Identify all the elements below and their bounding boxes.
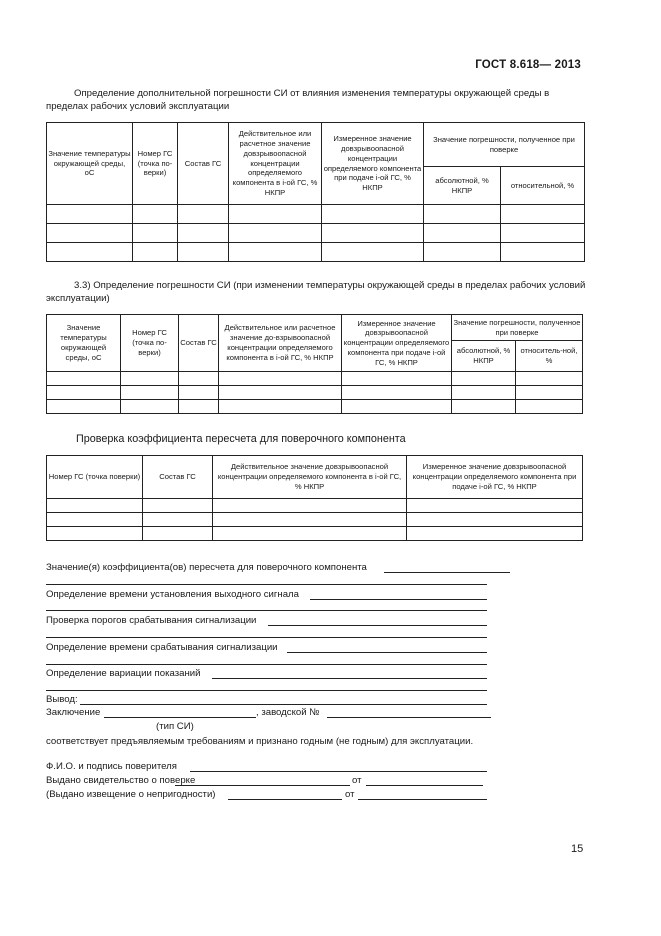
- conclusion-field[interactable]: [80, 704, 487, 705]
- temperature-error-table: [46, 122, 585, 262]
- table-row: [47, 513, 583, 527]
- section-title: 3.3) Определение погрешности СИ (при изменении температуры окружающей среды в пределах рабочих условий эксплуатации): [46, 280, 586, 304]
- blank-line[interactable]: [46, 610, 487, 611]
- si-type-caption: (тип СИ): [156, 721, 194, 732]
- column-header: Действительное или расчетное значение довзрывоопасной концентрации определяемого компонента в i-ой ГС, % НКПР: [229, 123, 322, 205]
- column-header: Номер ГС (точка поверки): [47, 456, 143, 499]
- table-row: [47, 499, 583, 513]
- verifier-label: Ф.И.О. и подпись поверителя: [46, 761, 177, 772]
- column-header: Значение температуры окружающей среды, оС: [47, 315, 121, 372]
- notice-date-field[interactable]: [358, 799, 487, 800]
- alarm-thresholds-field[interactable]: [268, 625, 487, 626]
- column-header: относитель-ной, %: [516, 341, 583, 372]
- table-row: [47, 372, 583, 386]
- column-header: Измеренное значение довзрывоопасной концентрации определяемого компонента при подаче i-ой ГС, % НКПР: [322, 123, 424, 205]
- column-header: Номер ГС (точка по-верки): [133, 123, 178, 205]
- notice-number-field[interactable]: [228, 799, 342, 800]
- page-number: 15: [571, 843, 584, 855]
- certificate-label: Выдано свидетельство о поверке: [46, 775, 196, 786]
- operating-conditions-error-table: [46, 314, 583, 414]
- column-header: Действительное или расчетное значение до-взрывоопасной концентрации определяемого компонента в i-ой ГС, % НКПР: [219, 315, 342, 372]
- column-group-header: Значение погрешности, полученное при поверке: [424, 123, 585, 167]
- column-header: Измеренное значение довзрывоопасной концентрации определяемого компонента при подаче i-ой ГС, % НКПР: [342, 315, 452, 372]
- verifier-field[interactable]: [190, 771, 487, 772]
- column-header: Номер ГС (точка по-верки): [121, 315, 179, 372]
- column-header: Измеренное значение довзрывоопасной концентрации определяемого компонента при подаче i-ой ГС, % НКПР: [407, 456, 583, 499]
- serial-label: , заводской №: [256, 707, 320, 718]
- table-row: [47, 205, 585, 224]
- from-label: от: [345, 789, 355, 800]
- section-title: Проверка коэффициента пересчета для поверочного компонента: [76, 433, 406, 445]
- compliance-statement: соответствует предъявляемым требованиям и признано годным (не годным) для эксплуатации.: [46, 736, 474, 747]
- conversion-coefficient-table: [46, 455, 583, 541]
- table-row: [47, 243, 585, 262]
- verdict-label: Заключение: [46, 707, 101, 718]
- blank-line[interactable]: [46, 664, 487, 665]
- column-group-header: Значение погрешности, полученное при поверке: [452, 315, 583, 341]
- output-time-label: Определение времени установления выходного сигнала: [46, 589, 299, 600]
- certificate-date-field[interactable]: [366, 785, 483, 786]
- standard-header: ГОСТ 8.618— 2013: [475, 59, 581, 71]
- alarm-thresholds-label: Проверка порогов срабатывания сигнализации: [46, 615, 257, 626]
- column-header: абсолютной, % НКПР: [452, 341, 516, 372]
- conclusion-label: Вывод:: [46, 694, 78, 705]
- from-label: от: [352, 775, 362, 786]
- column-header: Состав ГС: [178, 123, 229, 205]
- column-header: Состав ГС: [143, 456, 213, 499]
- variation-label: Определение вариации показаний: [46, 668, 201, 679]
- alarm-time-label: Определение времени срабатывания сигнализации: [46, 642, 278, 653]
- coefficients-label: Значение(я) коэффициента(ов) пересчета для поверочного компонента: [46, 562, 367, 573]
- blank-line[interactable]: [46, 584, 487, 585]
- blank-line[interactable]: [46, 690, 487, 691]
- table-row: [47, 386, 583, 400]
- coefficients-field[interactable]: [384, 572, 510, 573]
- variation-field[interactable]: [212, 678, 487, 679]
- notice-label: (Выдано извещение о непригодности): [46, 789, 216, 800]
- certificate-number-field[interactable]: [175, 785, 350, 786]
- si-type-field[interactable]: [104, 717, 256, 718]
- table-row: [47, 527, 583, 541]
- table-row: [47, 224, 585, 243]
- alarm-time-field[interactable]: [287, 652, 487, 653]
- output-time-field[interactable]: [310, 599, 487, 600]
- serial-number-field[interactable]: [327, 717, 491, 718]
- column-header: относительной, %: [501, 167, 585, 205]
- column-header: Состав ГС: [179, 315, 219, 372]
- table-row: [47, 400, 583, 414]
- section-title: Определение дополнительной погрешности СИ от влияния изменения температуры окружающей среды в пределах рабочих условий эксплуатации: [46, 88, 550, 112]
- column-header: Значение температуры окружающей среды, оС: [47, 123, 133, 205]
- column-header: абсолютной, % НКПР: [424, 167, 501, 205]
- column-header: Действительное значение довзрывоопасной концентрации определяемого компонента в i-ой ГС, % НКПР: [213, 456, 407, 499]
- blank-line[interactable]: [46, 637, 487, 638]
